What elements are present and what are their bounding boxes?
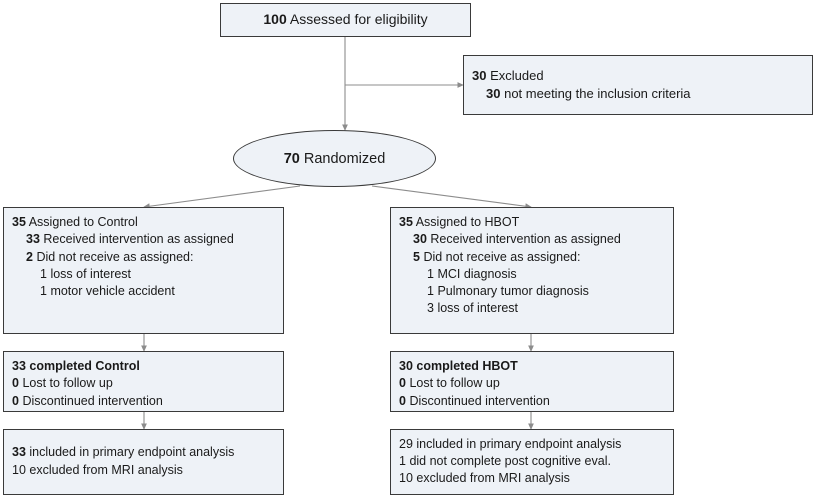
control-completed-line-1 <box>12 358 275 375</box>
control-assigned-count: 35 <box>12 215 26 229</box>
hbot-included-count: 29 <box>399 436 413 451</box>
hbot-analysis-line-1 <box>399 436 665 453</box>
hbot-reason3-label: loss of interest <box>437 301 519 316</box>
hbot-completed-line-2 <box>399 375 665 392</box>
hbot-lost-label: Lost to follow up <box>409 376 500 391</box>
control-assigned-line-5 <box>12 283 275 300</box>
hbot-notreceived-label: Did not receive as assigned: <box>423 249 581 264</box>
control-discontinued-label: Discontinued intervention <box>22 393 163 408</box>
control-assigned-line-1 <box>12 214 275 231</box>
control-analysis-line-1 <box>12 444 275 461</box>
node-assessed-for-eligibility <box>220 3 471 37</box>
node-hbot-analysis <box>390 429 674 495</box>
assessed-count: 100 <box>263 10 287 27</box>
node-control-assigned <box>3 207 284 334</box>
hbot-included-label: included in primary endpoint analysis <box>416 436 622 451</box>
hbot-received-count: 30 <box>413 232 427 247</box>
control-lost-count: 0 <box>12 376 19 391</box>
hbot-reason3-count: 3 <box>427 301 434 316</box>
excluded-reason-count: 30 <box>486 85 501 101</box>
node-hbot-assigned <box>390 207 674 334</box>
hbot-assigned-line-3 <box>399 249 665 266</box>
control-included-count: 33 <box>12 445 26 460</box>
hbot-assigned-line-6 <box>399 300 665 317</box>
control-notreceived-count: 2 <box>26 249 33 264</box>
randomized-label: Randomized <box>303 150 386 167</box>
control-discontinued-count: 0 <box>12 393 19 408</box>
control-notreceived-label: Did not receive as assigned: <box>36 249 194 264</box>
hbot-analysis-line-3 <box>399 470 665 487</box>
hbot-reason1-count: 1 <box>427 266 434 281</box>
node-excluded <box>463 55 813 115</box>
excluded-line-2 <box>472 85 804 103</box>
hbot-received-label: Received intervention as assigned <box>430 232 621 247</box>
control-reason2-label: motor vehicle accident <box>50 284 175 298</box>
control-received-label: Received intervention as assigned <box>43 232 234 247</box>
excluded-label: Excluded <box>490 67 544 83</box>
hbot-notreceived-count: 5 <box>413 249 420 264</box>
assessed-label: Assessed for eligibility <box>289 10 428 27</box>
control-mriexcluded-count: 10 <box>12 462 26 477</box>
excluded-reason-label: not meeting the inclusion criteria <box>504 85 691 101</box>
hbot-assigned-line-1 <box>399 214 665 231</box>
control-completed-line-3 <box>12 393 275 410</box>
control-assigned-line-4 <box>12 266 275 283</box>
hbot-reason1-label: MCI diagnosis <box>437 266 517 281</box>
control-lost-label: Lost to follow up <box>22 376 113 391</box>
control-analysis-line-2 <box>12 462 275 479</box>
control-completed-line-2 <box>12 375 275 392</box>
node-control-analysis <box>3 429 284 495</box>
hbot-completed-line-3 <box>399 393 665 410</box>
control-assigned-line-2 <box>12 231 275 248</box>
control-assigned-label: Assigned to Control <box>28 215 138 229</box>
randomized-line <box>284 151 386 167</box>
hbot-reason2-count: 1 <box>427 284 434 298</box>
hbot-assigned-count: 35 <box>399 215 413 229</box>
hbot-nocog-count: 1 <box>399 453 406 468</box>
excluded-count: 30 <box>472 67 487 83</box>
node-control-completed <box>3 351 284 412</box>
hbot-nocog-label: did not complete post cognitive eval. <box>409 453 611 468</box>
hbot-discontinued-count: 0 <box>399 393 406 408</box>
hbot-mriexcluded-label: excluded from MRI analysis <box>416 471 570 486</box>
control-received-count: 33 <box>26 232 40 247</box>
hbot-assigned-label: Assigned to HBOT <box>415 215 520 229</box>
control-reason2-count: 1 <box>40 284 47 298</box>
hbot-reason2-label: Pulmonary tumor diagnosis <box>437 284 589 298</box>
hbot-assigned-line-4 <box>399 266 665 283</box>
node-hbot-completed <box>390 351 674 412</box>
hbot-completed-line-1 <box>399 358 665 375</box>
control-completed-count: 33 <box>12 359 26 373</box>
hbot-assigned-line-5 <box>399 283 665 300</box>
control-completed-label: completed Control <box>29 359 140 373</box>
control-included-label: included in primary endpoint analysis <box>29 445 235 460</box>
control-reason1-label: loss of interest <box>50 266 132 281</box>
randomized-count: 70 <box>283 150 300 167</box>
hbot-completed-label: completed HBOT <box>416 359 518 373</box>
node-randomized <box>233 130 436 187</box>
hbot-mriexcluded-count: 10 <box>399 471 413 486</box>
hbot-completed-count: 30 <box>399 359 413 373</box>
hbot-assigned-line-2 <box>399 231 665 248</box>
hbot-discontinued-label: Discontinued intervention <box>409 393 550 408</box>
assessed-line <box>263 10 427 29</box>
control-reason1-count: 1 <box>40 266 47 281</box>
hbot-lost-count: 0 <box>399 376 406 391</box>
excluded-line-1 <box>472 67 804 85</box>
control-assigned-line-3 <box>12 249 275 266</box>
hbot-analysis-line-2 <box>399 453 665 470</box>
control-mriexcluded-label: excluded from MRI analysis <box>29 462 183 477</box>
